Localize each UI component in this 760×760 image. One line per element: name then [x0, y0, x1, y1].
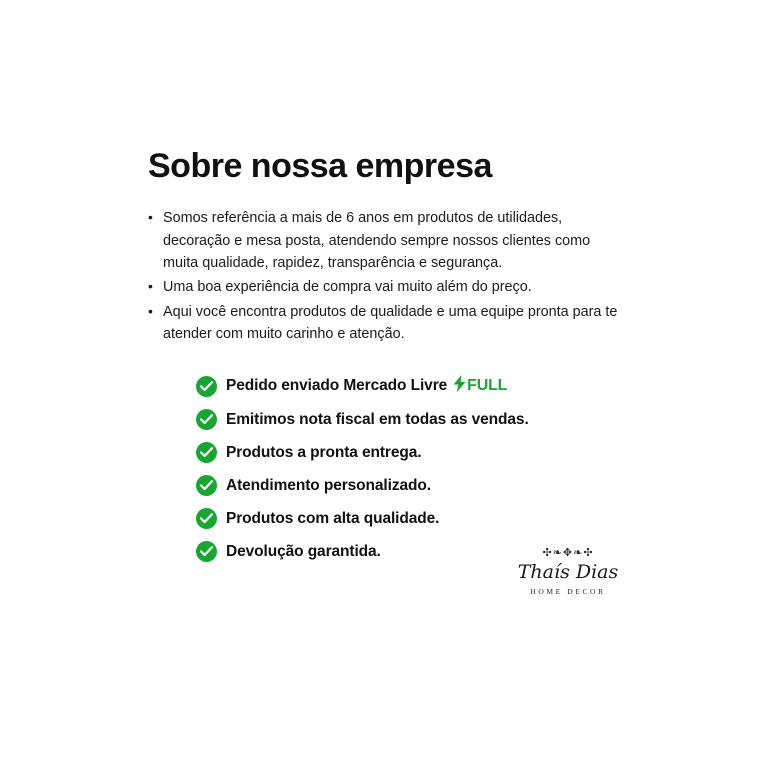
list-item [196, 375, 628, 397]
page-title: Sobre nossa empresa [148, 147, 492, 185]
checklist-label: Pedido enviado Mercado Livre [226, 377, 448, 395]
list-item [196, 442, 628, 463]
list-item: • Somos referência a mais de 6 anos em produtos de utilidades, decoração e mesa posta, atendendo sempre nossos clientes como muita qualidade, rapidez, transparência e segurança. [148, 207, 628, 274]
checklist-label: Atendimento personalizado. [226, 476, 431, 494]
list-item [196, 409, 628, 430]
check-circle-icon [196, 409, 217, 430]
full-badge-label: FULL [467, 377, 508, 395]
list-item [196, 508, 628, 529]
checklist-label: Produtos com alta qualidade. [226, 509, 440, 527]
check-circle-icon [196, 475, 217, 496]
check-circle-icon [196, 541, 217, 562]
list-item [196, 475, 628, 496]
checklist-label: Devolução garantida. [226, 542, 381, 560]
checklist-label: Emitimos nota fiscal em todas as vendas. [226, 410, 529, 428]
list-item: • Uma boa experiência de compra vai muito além do preço. [148, 276, 628, 298]
check-circle-icon [196, 376, 217, 397]
logo-subtitle: HOME DECOR [530, 586, 606, 596]
full-badge [453, 375, 507, 397]
logo-ornament-icon: ✣❧✥❧✣ [542, 547, 594, 559]
about-section [148, 148, 628, 574]
logo-name: Thaís Dias [517, 561, 619, 583]
benefits-checklist [196, 375, 628, 562]
brand-logo [508, 548, 628, 596]
checklist-label: Produtos a pronta entrega. [226, 443, 422, 461]
list-item: • Aqui você encontra produtos de qualidade e uma equipe pronta para te atender com muito carinho e atenção. [148, 301, 628, 346]
about-bullet-list [148, 207, 628, 345]
check-circle-icon [196, 442, 217, 463]
check-circle-icon [196, 508, 217, 529]
bolt-icon [453, 375, 466, 397]
